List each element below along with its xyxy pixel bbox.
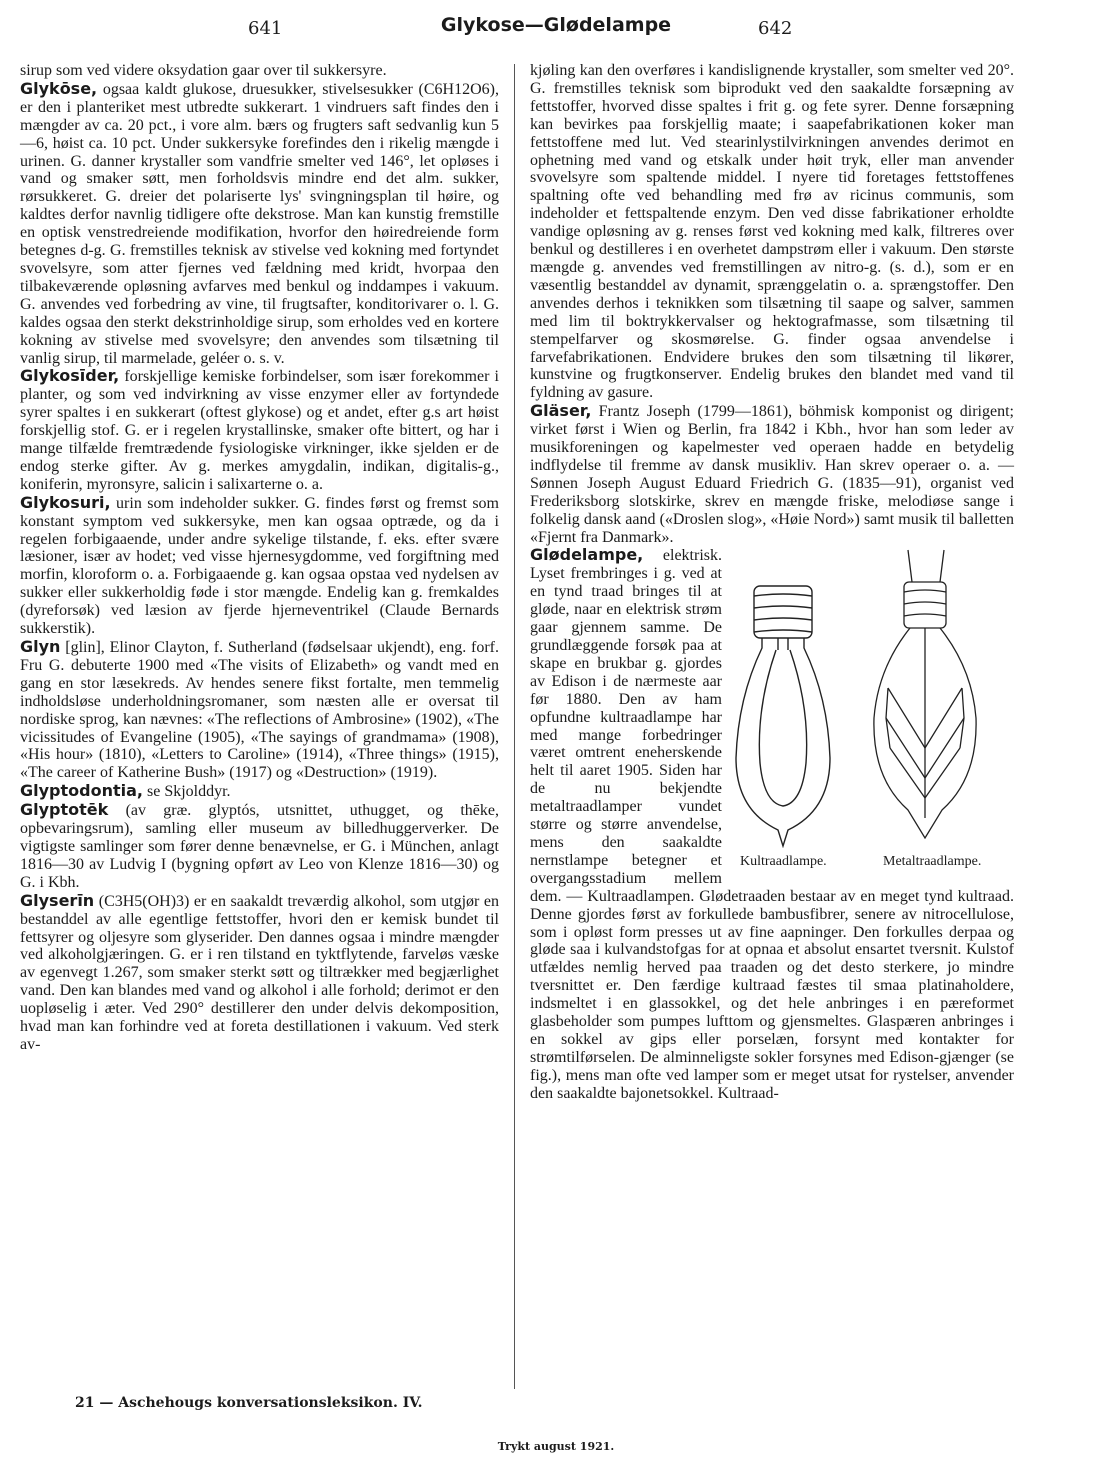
lamp-illustration — [728, 548, 1030, 848]
headword: Glykosuri, — [20, 492, 111, 512]
carbon-filament-lamp — [736, 586, 830, 846]
entry-text: ogsaa kaldt glukose, druesukker, stivelsesukker (C6H12O6), er den i planteriket mest utbredte sukkerart. 1 vindruers saft findes den i mængder av ca. 20 pct., i vore alm. bærs og frugters saft sedvanlig kun 5—6, høist ca. 10 pct. Under sukkersyke forefindes den i rikelig mængde i urinen. G. danner krystaller som vandfrie smelter ved 146°, let opløses i vand og smaker søtt, men forholdsvis mindre end det alm. sukker, rørsukkeret. G. dreier det polariserte lys' svingningsplan til høire, og kaldtes derfor navnlig tidligere ofte dekstrose. Man kan kunstig fremstille en optisk venstredreiende modifikation, hvorfor den høiredreiende form betegnes d-g. G. fremstilles teknisk av stivelse ved kokning med fortyndet svovelsyre, som atter fjernes ved fældning med kridt, hvorpaa den tilbakeværende opløsning avfarves med benkul og inddampes i vakuum. G. anvendes ved forbedring av vine, til frugtsafter, konditorivarer o. l. G. kaldes ogsaa den sterkt dekstrinholdige sirup, som erholdes ved en kortere kokning av stivelse med svovelsyre; den anvendes som tilsætning til vanlig sirup, til marmelade, geléer o. s. v. — [20, 80, 499, 367]
edition-footer: 21 — Aschehougs konversationsleksikon. IV. — [75, 1395, 423, 1411]
entry-text: (C3H5(OH)3) er en saakaldt treværdig alkohol, som utgjør en bestanddel av alle egentlige fettstoffer, hvori den er kemisk bundet til fettsyrer og oljesyre som glyserider. Den dannes ogsaa i mindre mængder ved alkoholgjæringen. G. er i ren tilstand en tyktflytende, farveløs væske av egenvegt 1.267, som smaker sterkt søtt og tiltrækker med begjærlighet vand. Den kan blandes med vand og alkohol i alle forhold; derimot er den uopløselig i æter. Ved 290° destillerer den under delvis dekomposition, hvad man kan forhindre ved at foreta destillationen i vakuum. Ved sterk av- — [20, 892, 500, 1053]
figure-caption-metaltraadlampe: Metaltraadlampe. — [883, 854, 982, 870]
entry-glykosuri — [20, 494, 499, 638]
headword: Glyserīn — [20, 890, 95, 910]
entry-glyptodontia — [20, 782, 499, 801]
left-column — [20, 62, 499, 1054]
headword: Glødelampe, — [530, 545, 644, 565]
entry-glyn — [20, 638, 499, 782]
figure-caption-kultraadlampe: Kultraadlampe. — [740, 854, 827, 870]
entry-text: elektrisk. Lyset frembringes i g. ved at en tynd traad bringes til at gløde, naar en elektrisk strøm gaar gjennem samme. De grundlæggende forsøk paa at skape en brukbar g. gjordes av Edison i de nærmeste aar før 1880. Den av ham opfundne kultraadlampe har med mange forbedringer været omtrent eneherskende helt til aaret 1905. Siden har de nu bekjendte metaltraadlamper vundet større og større anvendelse, mens den saakaldte nernstlampe betegner et overgangsstadium mellem dem. — Kultraadlampen. Glødetraaden bestaar av en meget tynd kultraad. Denne gjordes først av forkullede bambusfibrer, senere av nitrocellulose, som i opløst form presses ut av fine aapninger. Den forkulles derpaa og gløde saa i kulvandstofgas for at opnaa et absolut ensartet tversnit. Kulstof utfældes nemlig herved paa traaden og det desto sterkere, jo mindre tversnittet er. Den færdige kultraad fæstes til smaa platinaholdere, indsmeltet i en glassokkel, og det hele anbringes i en pæreformet glasbeholder som pumpes lufttom og gjensmeltes. Glaspæren anbringes i en sokkel av gips eller porselæn, forsynt med kontakter for strømtilførselen. De alminneligste sokler forsynes med Edison-gjænger (se fig.), mens man ofte ved lamper som er meget utsat for rystelser, anvender den saakaldte bajonetsokkel. Kultraad- — [530, 547, 1014, 1102]
headword: Gläser, — [530, 401, 592, 421]
headword: Glyn — [20, 637, 61, 656]
headword: Glykosīder, — [20, 366, 120, 386]
entry-text: Frantz Joseph (1799—1861), böhmisk komponist og dirigent; virket først i Wien og Berlin, fra 1842 i Kbh., hvor han som leder av musikforeningen og kapelmester ved operaen hadde en betydelig indflydelse til fremme av dansk musikliv. Han skrev operaer o. a. — Sønnen Joseph August Eduard Friedrich G. (1835—91), organist ved Frederiksborg slotskirke, skrev en mængde friske, melodiøse sange i folkelig dansk aand («Droslen slog», «Høie Nord») samt musik til balletten «Fjernt fra Danmark». — [530, 403, 1014, 546]
entry-glyptotek — [20, 801, 499, 892]
headword: Glyptodontia, — [20, 781, 143, 801]
entry-glykosider — [20, 367, 499, 493]
entry-continuation: sirup som ved videre oksydation gaar over til sukkersyre. — [20, 62, 387, 79]
entry-text: [glin], Elinor Clayton, f. Sutherland (fødselsaar ukjendt), eng. forf. Fru G. debuterte 1900 med «The visits of Elizabeth» og vandt med en gang en stor læsekreds. Av hendes senere fikst fortalte, men temmelig indholdsløse underholdningsromaner, som næsten alle er oversat til nordiske sprog, kan nævnes: «The reflections of Ambrosine» (1902), «The vicissitudes of Evangeline (1905), «The sayings of grandmama» (1908), «His hour» (1810), «Letters to Caroline» (1914), «Three things» (1915), «The career of Katherine Bush» (1917) og «Destruction» (1919). — [20, 639, 499, 782]
right-column — [530, 62, 1014, 1103]
entry-text: forskjellige kemiske forbindelser, som især forekommer i planter, og som ved indvirkning av visse enzymer eller av fortyndede syrer spaltes i en sukkerart (oftest glykose) og et andet, efter g.s art høist forskjellig stof. G. er i regelen krystallinske, smaker ofte bittert, og har i mange tilfælde fremtrædende fysiologiske virkninger, ikke sjelden er de endog sterke gifter. Av g. merkes amygdalin, indikan, digitalis-g., koniferin, myronsyre, salicin i salixarterne o. a. — [20, 368, 499, 493]
entry-glykose — [20, 80, 499, 368]
running-head: Glykose—Glødelampe — [440, 14, 672, 36]
column-divider — [514, 64, 515, 1389]
entry-glaser — [530, 402, 1014, 546]
entry-text: se Skjolddyr. — [146, 783, 231, 801]
entry-glyserin — [20, 892, 499, 1054]
entry-continuation: kjøling kan den overføres i kandislignende krystaller, som smelter ved 20°. G. fremstilles teknisk som biprodukt ved den saakaldte forsæpning av fettstoffer, hvorved disse spaltes i frit g. og fete syrer. Denne forsæpning kan bevirkes paa forskjellig maate; i saapefabrikationen koker man fettstoffene med lut. Ved stearinlystilvirkningen anvendes derimot en ophetning med vand og etskalk under høit tryk, eller man anvender svovelsyre som spaltende middel. I nyere tid foretages fettstoffenes spaltning ofte ved behandling med frø av ricinus communis, som indeholder et fettspaltende enzym. Den ved disse fabrikationer erholdte vandige opløsning av g. renses først ved kokning med kalk, filtreres over benkul og destilleres i en overhetet dampstrøm eller i vakuum. Den største mængde g. anvendes ved fremstillingen av nitro-g. (s. d.), som er en væsentlig bestanddel av dynamit, sprænggelatin o. a. sprængstoffer. Den anvendes derhos i teknikken som tilsætning til saape og salver, sammen med lim til boktrykkervalser og hektografmasse, som tilsætning til stempelfarver og skosmørelse. G. finder ogsaa anvendelse i farvefabrikationen. Endvidere brukes den som tilsætning til likører, kunstvine og frugtkonserver. Endelig brukes den blandet med vand til fyldning av gasure. — [530, 62, 1014, 402]
lamp-figure — [728, 548, 1030, 870]
headword: Glyptotēk — [20, 800, 109, 820]
entry-text: (av græ. glyptós, utsnittet, uthugget, og thēke, opbevaringsrum), samling eller museum av billedhuggerverker. De vigtigste samlinger som fører denne benævnelse, er G. i München, anlagt 1816—30 av Ludvig I (bygning opført av Leo von Klenze 1816—30) og G. i Kbh. — [20, 802, 499, 891]
headword: Glykōse, — [20, 78, 98, 98]
page-number-left: 641 — [248, 18, 283, 39]
print-date: Trykt august 1921. — [497, 1440, 615, 1453]
metal-filament-lamp — [874, 550, 976, 838]
page-number-right: 642 — [758, 18, 793, 39]
entry-text: urin som indeholder sukker. G. findes først og fremst som konstant symptom ved sukkersyke, men kan ogsaa optræde, og da i regelen forbigaaende, under andre sykelige tilstande, f. eks. efter svære læsioner, især av hodet; ved visse hjernesygdomme, ved forgiftning med morfin, kloroform o. a. Forbigaaende g. kan ogsaa opstaa ved nydelsen av sukker eller sukkerholdig føde i stor mængde. Endelig kan g. fremkaldes (dyreforsøk) ved læsion av fjerde hjerneventrikel (Claude Bernards sukkerstik). — [20, 494, 500, 638]
